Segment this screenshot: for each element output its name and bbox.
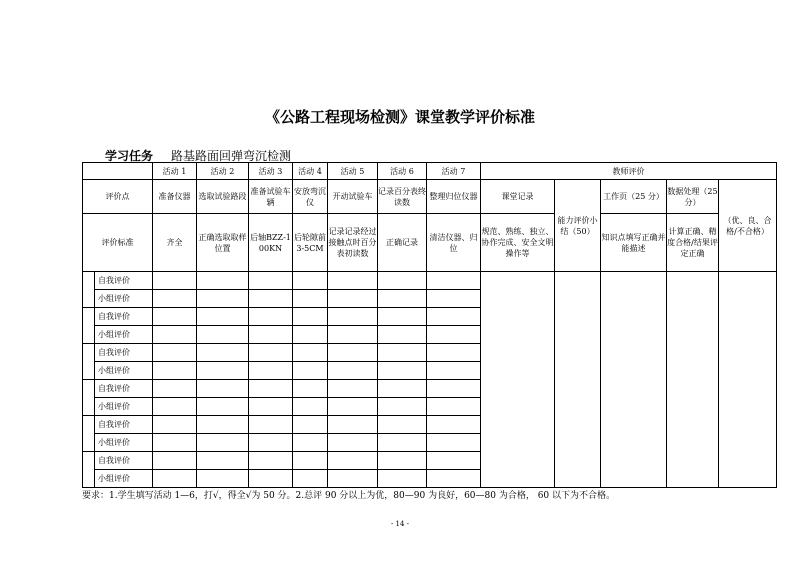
activity-check-cell[interactable]	[197, 416, 249, 434]
activity-check-cell[interactable]	[293, 326, 328, 344]
activity-check-cell[interactable]	[249, 470, 293, 488]
activity-check-cell[interactable]	[378, 470, 427, 488]
activity-check-cell[interactable]	[249, 434, 293, 452]
group-marker	[83, 344, 95, 380]
activity-check-cell[interactable]	[249, 272, 293, 290]
activity-check-cell[interactable]	[328, 344, 378, 362]
activity-header: 活动 1	[153, 163, 197, 180]
standard: 齐全	[153, 214, 197, 272]
worksheet-score-cell[interactable]	[601, 272, 667, 488]
worksheet-standard: 知识点填写正确并能描述	[601, 214, 667, 272]
group-marker	[83, 380, 95, 416]
requirements-note: 要求：1.学生填写活动 1—6，打√，得全√为 50 分。2.总评 90 分以上为优，80—90 为良好，60—80 为合格， 60 以下为不合格。	[82, 491, 616, 501]
activity-check-cell[interactable]	[197, 272, 249, 290]
activity-check-cell[interactable]	[378, 434, 427, 452]
data-standard: 计算正确、精度合格/结果评定正确	[667, 214, 719, 272]
self-eval-label: 自我评价	[95, 272, 153, 290]
activity-check-cell[interactable]	[293, 452, 328, 470]
activity-check-cell[interactable]	[153, 308, 197, 326]
activity-check-cell[interactable]	[249, 398, 293, 416]
activity-check-cell[interactable]	[197, 290, 249, 308]
activity-header: 活动 5	[328, 163, 378, 180]
activity-check-cell[interactable]	[153, 398, 197, 416]
activity-check-cell[interactable]	[378, 380, 427, 398]
activity-check-cell[interactable]	[293, 416, 328, 434]
activity-header: 活动 2	[197, 163, 249, 180]
activity-header: 活动 4	[293, 163, 328, 180]
activity-check-cell[interactable]	[249, 362, 293, 380]
activity-check-cell[interactable]	[153, 434, 197, 452]
activity-check-cell[interactable]	[427, 326, 481, 344]
activity-check-cell[interactable]	[249, 452, 293, 470]
activity-check-cell[interactable]	[328, 326, 378, 344]
ability-eval-header: 能力评价小结（50）	[555, 180, 601, 272]
group-eval-label: 小组评价	[95, 398, 153, 416]
activity-check-cell[interactable]	[328, 470, 378, 488]
activity-check-cell[interactable]	[197, 434, 249, 452]
activity-check-cell[interactable]	[153, 272, 197, 290]
activity-check-cell[interactable]	[378, 272, 427, 290]
corner-cell	[83, 163, 153, 180]
activity-check-cell[interactable]	[293, 344, 328, 362]
activity-check-cell[interactable]	[153, 362, 197, 380]
activity-check-cell[interactable]	[249, 308, 293, 326]
activity-check-cell[interactable]	[293, 362, 328, 380]
eval-point: 记录百分表终读数	[378, 180, 427, 214]
activity-header: 活动 7	[427, 163, 481, 180]
activity-check-cell[interactable]	[378, 290, 427, 308]
standard: 后轮隙前3-5CM	[293, 214, 328, 272]
activity-check-cell[interactable]	[153, 416, 197, 434]
activity-check-cell[interactable]	[427, 308, 481, 326]
activity-check-cell[interactable]	[197, 398, 249, 416]
self-eval-label: 自我评价	[95, 344, 153, 362]
self-eval-label: 自我评价	[95, 308, 153, 326]
activity-check-cell[interactable]	[378, 308, 427, 326]
activity-check-cell[interactable]	[328, 272, 378, 290]
activity-check-cell[interactable]	[378, 398, 427, 416]
activity-check-cell[interactable]	[197, 326, 249, 344]
activity-check-cell[interactable]	[328, 416, 378, 434]
group-eval-label: 小组评价	[95, 470, 153, 488]
activity-check-cell[interactable]	[427, 434, 481, 452]
activity-check-cell[interactable]	[427, 452, 481, 470]
activity-check-cell[interactable]	[153, 380, 197, 398]
activity-check-cell[interactable]	[197, 344, 249, 362]
eval-point: 整理归位仪器	[427, 180, 481, 214]
classroom-record-header: 课堂记录	[481, 180, 555, 214]
standard: 正确选取取样位置	[197, 214, 249, 272]
activity-check-cell[interactable]	[197, 362, 249, 380]
activity-check-cell[interactable]	[153, 452, 197, 470]
activity-check-cell[interactable]	[378, 326, 427, 344]
standard: 清洁仪器、归位	[427, 214, 481, 272]
activity-check-cell[interactable]	[328, 380, 378, 398]
eval-point: 选取试验路段	[197, 180, 249, 214]
activity-check-cell[interactable]	[328, 434, 378, 452]
group-eval-label: 小组评价	[95, 434, 153, 452]
activity-check-cell[interactable]	[197, 308, 249, 326]
self-eval-label: 自我评价	[95, 452, 153, 470]
teacher-eval-header: 教师评价	[481, 163, 777, 180]
activity-check-cell[interactable]	[427, 362, 481, 380]
data-score-cell[interactable]	[667, 272, 719, 488]
activity-check-cell[interactable]	[378, 416, 427, 434]
standard: 后轴BZZ-100KN	[249, 214, 293, 272]
activity-check-cell[interactable]	[378, 344, 427, 362]
eval-point-label: 评价点	[83, 180, 153, 214]
group-marker	[83, 272, 95, 308]
activity-check-cell[interactable]	[197, 452, 249, 470]
activity-check-cell[interactable]	[378, 362, 427, 380]
activity-check-cell[interactable]	[153, 326, 197, 344]
activity-check-cell[interactable]	[293, 272, 328, 290]
standard: 正确记录	[378, 214, 427, 272]
activity-check-cell[interactable]	[293, 380, 328, 398]
activity-check-cell[interactable]	[328, 362, 378, 380]
activity-check-cell[interactable]	[427, 380, 481, 398]
activity-check-cell[interactable]	[249, 416, 293, 434]
activity-check-cell[interactable]	[293, 470, 328, 488]
page-title: 《公路工程现场检测》课堂教学评价标准	[264, 108, 535, 126]
activity-check-cell[interactable]	[293, 290, 328, 308]
activity-check-cell[interactable]	[328, 308, 378, 326]
grade-options: （优、良、合格/不合格）	[719, 180, 777, 272]
classroom-record-cell[interactable]	[481, 272, 555, 488]
eval-point: 准备试验车辆	[249, 180, 293, 214]
activity-check-cell[interactable]	[328, 398, 378, 416]
activity-check-cell[interactable]	[328, 452, 378, 470]
activity-check-cell[interactable]	[153, 290, 197, 308]
activity-check-cell[interactable]	[153, 344, 197, 362]
activity-check-cell[interactable]	[197, 470, 249, 488]
activity-check-cell[interactable]	[249, 326, 293, 344]
group-marker	[83, 452, 95, 488]
data-process-header: 数据处理（25 分）	[667, 180, 719, 214]
eval-point: 准备仪器	[153, 180, 197, 214]
group-eval-label: 小组评价	[95, 362, 153, 380]
standard: 记录记录经过接触点时百分表初读数	[328, 214, 378, 272]
activity-header: 活动 3	[249, 163, 293, 180]
activity-check-cell[interactable]	[328, 290, 378, 308]
group-eval-label: 小组评价	[95, 326, 153, 344]
activity-check-cell[interactable]	[249, 344, 293, 362]
activity-check-cell[interactable]	[293, 398, 328, 416]
eval-point: 开动试验车	[328, 180, 378, 214]
activity-check-cell[interactable]	[427, 398, 481, 416]
activity-check-cell[interactable]	[293, 308, 328, 326]
task-name: 路基路面回弹弯沉检测	[171, 149, 292, 163]
standard-label: 评价标准	[83, 214, 153, 272]
grade-cell[interactable]	[719, 272, 777, 488]
activity-check-cell[interactable]	[427, 344, 481, 362]
activity-check-cell[interactable]	[293, 434, 328, 452]
self-eval-label: 自我评价	[95, 416, 153, 434]
evaluation-table	[82, 162, 777, 488]
worksheet-header: 工作页（25 分）	[601, 180, 667, 214]
activity-check-cell[interactable]	[427, 470, 481, 488]
activity-check-cell[interactable]	[378, 452, 427, 470]
activity-check-cell[interactable]	[153, 470, 197, 488]
activity-check-cell[interactable]	[249, 290, 293, 308]
activity-check-cell[interactable]	[249, 380, 293, 398]
group-eval-label: 小组评价	[95, 290, 153, 308]
activity-header: 活动 6	[378, 163, 427, 180]
classroom-standard: 规范、熟练、独立、协作完成、安全文明操作等	[481, 214, 555, 272]
activity-check-cell[interactable]	[427, 290, 481, 308]
activity-check-cell[interactable]	[427, 272, 481, 290]
page-number: - 14 -	[390, 520, 410, 528]
activity-check-cell[interactable]	[427, 416, 481, 434]
ability-eval-cell[interactable]	[555, 272, 601, 488]
task-label: 学习任务	[105, 149, 154, 163]
group-marker	[83, 308, 95, 344]
self-eval-label: 自我评价	[95, 380, 153, 398]
eval-point: 安放弯沉仪	[293, 180, 328, 214]
group-marker	[83, 416, 95, 452]
activity-check-cell[interactable]	[197, 380, 249, 398]
